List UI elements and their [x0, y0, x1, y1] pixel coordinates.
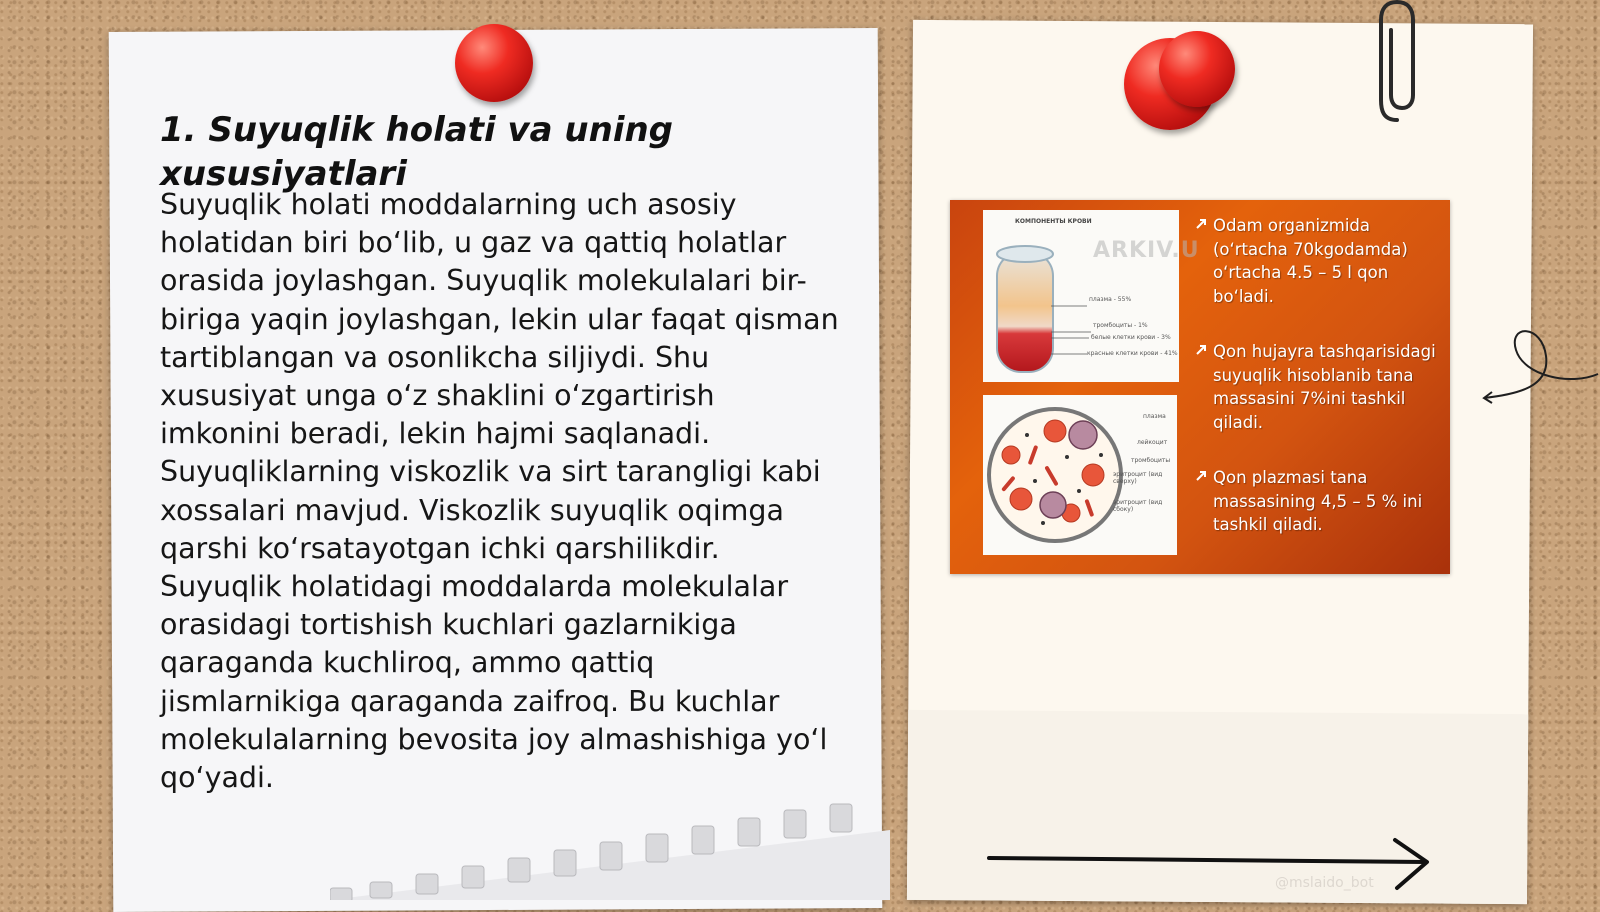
tube-label-platelets: тромбоциты - 1%	[1093, 322, 1148, 329]
slide-title: 1. Suyuqlik holati va uning xususiyatlari	[160, 110, 674, 194]
blood-fact-item	[1196, 214, 1441, 308]
long-arrow-right-icon	[985, 836, 1445, 896]
tube-label-plasma: плазма - 55%	[1089, 296, 1132, 303]
blood-tube-panel	[983, 210, 1200, 382]
swirl-arrow-icon	[1480, 310, 1600, 410]
torn-paper-tabs	[330, 800, 890, 900]
tube-heading: КОМПОНЕНТЫ КРОВИ	[1015, 218, 1092, 225]
arrow-bullet-icon	[1196, 470, 1207, 481]
arrow-bullet-icon	[1196, 344, 1207, 355]
watermark-text: ARKIV.U	[1093, 238, 1200, 263]
cell-label-plasma: плазма	[1143, 413, 1166, 420]
blood-fact-text: Qon plazmasi tana massasining 4,5 – 5 % ini tashkil qiladi.	[1213, 468, 1423, 534]
red-pushpin-icon	[455, 24, 533, 102]
cell-label-leukocyte: лейкоцит	[1137, 439, 1168, 446]
blood-fact-item	[1196, 466, 1441, 537]
blood-infographic	[950, 200, 1450, 574]
blood-cells-panel	[983, 395, 1177, 555]
cell-label-erythrocyte-side: эритроцит (вид сбоку)	[1113, 499, 1163, 513]
slide-body-text: Suyuqlik holati moddalarning uch asosiy holatidan biri bo‘lib, u gaz va qattiq holatlar orasida joylashgan. Suyuqlik molekulalari bir-biriga yaqin joylashgan, lekin ular faqat qisman tartiblangan va osonlikcha siljiydi. Shu xususiyat unga o‘z shaklini o‘zgartirish imkonini beradi, lekin hajmi saqlanadi. Suyuqliklarning viskozlik va sirt tarangligi kabi xossalari mavjud. Viskozlik suyuqlik oqimga qarshi ko‘rsatayotgan ichki qarshilikdir. Suyuqlik holatidagi moddalarda molekulalar orasidagi tortishish kuchlari gazlarnikiga qaraganda kuchliroq, ammo qattiq jismlarnikiga qaraganda zaifroq. Bu kuchlar molekulalarning bevosita joy almashishiga yo‘l qo‘yadi.	[160, 188, 839, 795]
red-pushpin-icon	[1159, 31, 1235, 107]
blood-fact-text: Qon hujayra tashqarisidagi suyuqlik hisoblanib tana massasini 7%ini tashkil qiladi.	[1213, 342, 1436, 432]
credit-text: @mslaido_bot	[1275, 875, 1374, 891]
blood-facts-list	[1196, 214, 1441, 537]
blood-fact-text: Odam organizmida (o‘rtacha 70kgodamda) o‘rtacha 4.5 – 5 l qon bo‘ladi.	[1213, 216, 1408, 306]
cell-label-erythrocyte-top: эритроцит (вид сверху)	[1113, 471, 1163, 485]
tube-label-red-cells: красные клетки крови - 41%	[1087, 350, 1178, 357]
tube-label-white-cells: белые клетки крови - 3%	[1091, 334, 1171, 341]
cell-label-platelets: тромбоциты	[1131, 457, 1171, 464]
paperclip-icon	[1375, 0, 1425, 130]
blood-fact-item	[1196, 340, 1441, 434]
arrow-bullet-icon	[1196, 218, 1207, 229]
